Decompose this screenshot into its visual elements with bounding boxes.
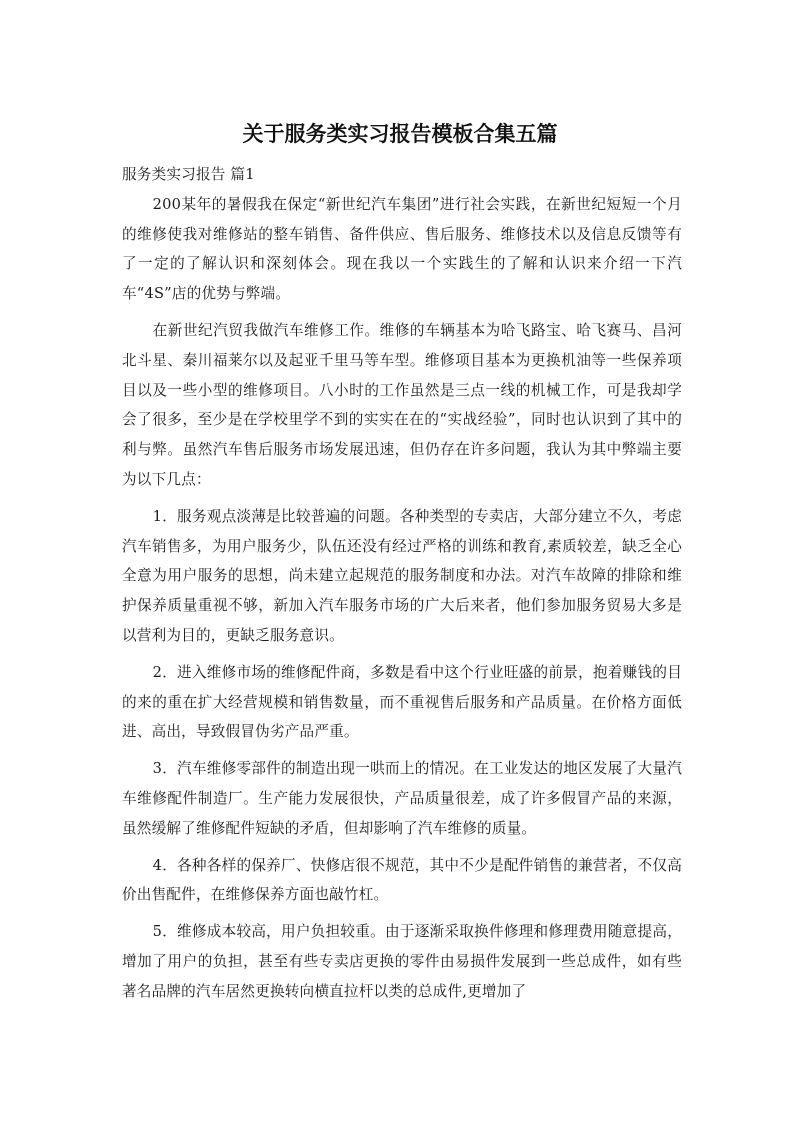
paragraph-point-3: 3．汽车维修零部件的制造出现一哄而上的情况。在工业发达的地区发展了大量汽车维修配件制造厂。生产能力发展很快，产品质量很差，成了许多假冒产品的来源，虽然缓解了维修配件短缺的矛盾，但却影响了汽车维修的质量。 xyxy=(122,760,682,837)
paragraph-point-2: 2．进入维修市场的维修配件商，多数是看中这个行业旺盛的前景，抱着赚钱的目的来的重在扩大经营规模和销售数量，而不重视售后服务和产品质量。在价格方面低进、高出，导致假冒伪劣产品严重。 xyxy=(122,663,682,741)
section-label: 服务类实习报告 篇1 xyxy=(122,166,255,183)
paragraph-point-4: 4．各种各样的保养厂、快修店很不规范，其中不少是配件销售的兼营者，不仅高价出售配件，在维修保养方面也敲竹杠。 xyxy=(122,856,682,904)
paragraph-work: 在新世纪汽贸我做汽车维修工作。维修的车辆基本为哈飞路宝、哈飞赛马、昌河北斗星、秦川福莱尔以及起亚千里马等车型。维修项目基本为更换机油等一些保养项目以及一些小型的维修项目。八小时的工作虽然是三点一线的机械工作，可是我却学会了很多，至少是在学校里学不到的实实在在的“实战经验”，同时也认识到了其中的利与弊。虽然汽车售后服务市场发展迅速，但仍存在许多问题，我认为其中弊端主要为以下几点： xyxy=(122,321,682,488)
paragraph-point-5: 5．维修成本较高，用户负担较重。由于逐渐采取换件修理和修理费用随意提高，增加了用户的负担，甚至有些专卖店更换的零件由易损件发展到一些总成件，如有些著名品牌的汽车居然更换转向横直拉杆以类的总成件,更增加了 xyxy=(122,923,682,1000)
paragraph-intro: 200某年的暑假我在保定“新世纪汽车集团”进行社会实践，在新世纪短短一个月的维修使我对维修站的整车销售、备件供应、售后服务、维修技术以及信息反馈等有了一定的了解认识和深刻体会。现在我以一个实践生的了解和认识来介绍一下汽车“4S”店的优势与弊端。 xyxy=(122,195,682,303)
document-body xyxy=(122,160,682,1014)
paragraph-point-1: 1．服务观点淡薄是比较普遍的问题。各种类型的专卖店，大部分建立不久，考虑汽车销售多，为用户服务少，队伍还没有经过严格的训练和教育,素质较差，缺乏全心全意为用户服务的思想，尚未建立起规范的服务制度和办法。对汽车故障的排除和维护保养质量重视不够，新加入汽车服务市场的广大后来者，他们参加服务贸易大多是以营利为目的，更缺乏服务意识。 xyxy=(122,507,682,644)
document-title: 关于服务类实习报告模板合集五篇 xyxy=(242,122,558,146)
